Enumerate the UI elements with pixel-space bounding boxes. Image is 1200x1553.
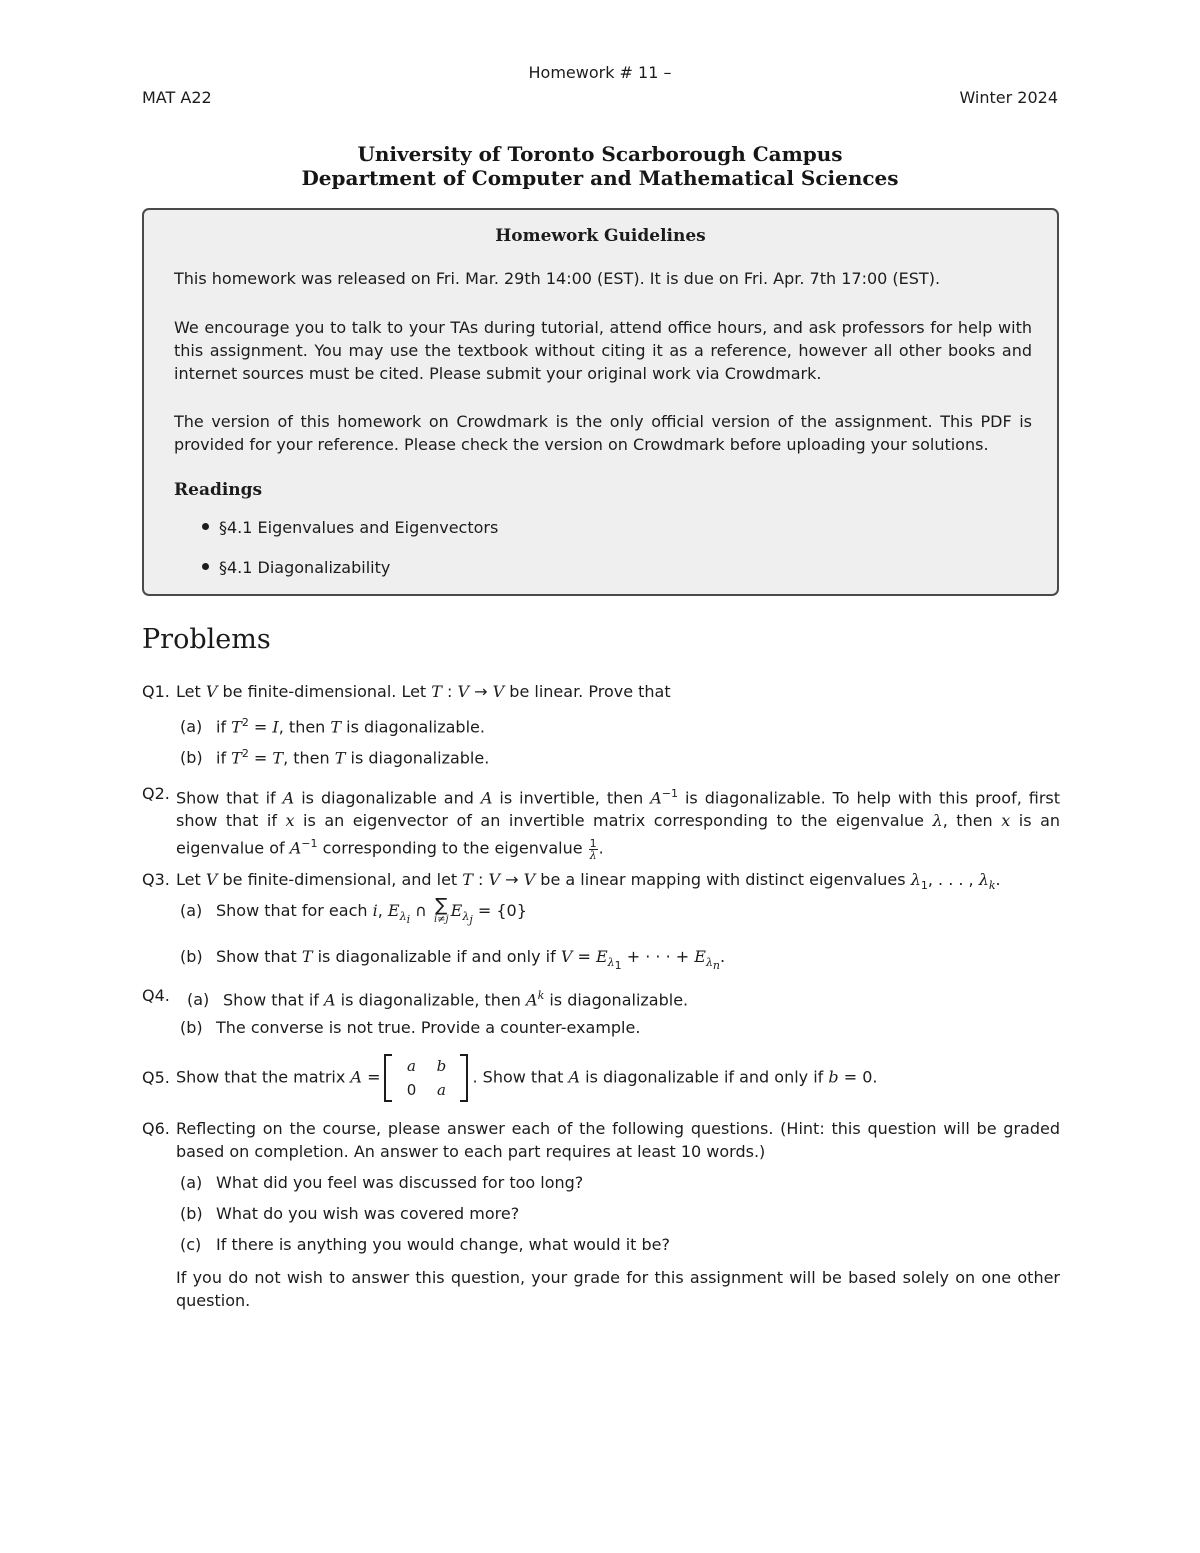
- question-6-note: If you do not wish to answer this question, your grade for this assignment will be based solely on one other question.: [176, 1268, 1060, 1310]
- question-number: Q1.: [142, 682, 170, 701]
- university-name: University of Toronto Scarborough Campus: [357, 142, 843, 166]
- reading-text: §4.1 Eigenvalues and Eigenvectors: [219, 518, 499, 537]
- matrix-a: a b 0 a: [384, 1054, 468, 1102]
- question-1-part-b: (b) if $T^2 = T$, then T is diagonalizable.: [180, 747, 490, 768]
- reading-item: [202, 518, 498, 537]
- question-4: [142, 984, 1060, 1011]
- department-name: Department of Computer and Mathematical Sciences: [301, 166, 899, 190]
- question-text: Let V be finite-dimensional, and let T : V → V be a linear mapping with distinct eigenvalues $\lambda_1$, . . . , $\lambda_k$.: [176, 870, 1001, 893]
- readings-title: Readings: [174, 480, 263, 500]
- guidelines-box: [142, 208, 1059, 596]
- guidelines-title: Homework Guidelines: [495, 226, 706, 246]
- question-4-part-a: (a) Show that if A is diagonalizable, then $A^k$ is diagonalizable.: [187, 989, 689, 1010]
- question-6-part-a: (a) What did you feel was discussed for too long?: [180, 1173, 584, 1192]
- question-6: [142, 1117, 1060, 1163]
- university-heading: [0, 142, 1200, 190]
- problems-heading: Problems: [142, 624, 271, 655]
- question-number: Q6.: [142, 1119, 170, 1138]
- bullet-icon: [202, 563, 209, 570]
- course-code: MAT A22: [142, 88, 212, 107]
- bullet-icon: [202, 523, 209, 530]
- question-text: Reflecting on the course, please answer each of the following questions. (Hint: this question will be graded based on completion. An answer to each part requires at least 10 words.): [176, 1119, 1060, 1161]
- version-paragraph: The version of this homework on Crowdmark is the only official version of the assignment. This PDF is provided for your reference. Please check the version on Crowdmark before uploading your solutions.: [174, 412, 1032, 454]
- question-number: Q4.: [142, 986, 170, 1005]
- question-6-part-b: (b) What do you wish was covered more?: [180, 1204, 520, 1223]
- term: Winter 2024: [959, 88, 1058, 107]
- question-5: [142, 1054, 1060, 1102]
- reading-item: [202, 558, 390, 577]
- reading-text: §4.1 Diagonalizability: [219, 558, 391, 577]
- question-text: Show that if A is diagonalizable and A is invertible, then $A^{-1}$ is diagonalizable. To help with this proof, first show that if x is an eigenvector of an invertible matrix corresponding to the eigenvalue λ, then x is an eigenvalue of $A^{-1}$ corresponding to the eigenvalue $\frac{1}{\lambda}$ .: [176, 787, 1061, 862]
- question-number: Q2.: [142, 784, 170, 803]
- question-number: Q5.: [142, 1068, 170, 1087]
- question-2: [142, 782, 1060, 861]
- question-1-part-a: (a) if $T^2 = I$, then T is diagonalizable.: [180, 716, 485, 737]
- question-text: Let V be finite-dimensional. Let T : V → V be linear. Prove that: [176, 682, 671, 701]
- question-3-part-a: (a) Show that for each i, $E_{\lambda_i}$ ∩ ∑ i≠j $E_{\lambda_j} = \{0\}$: [180, 895, 527, 927]
- question-1: [142, 680, 1060, 703]
- question-text: Show that the matrix A = a b 0 a . Show that A is diagonalizable if and only if b = 0.: [176, 1054, 1060, 1102]
- question-4-part-b: (b) The converse is not true. Provide a counter-example.: [180, 1018, 641, 1037]
- encourage-paragraph: We encourage you to talk to your TAs during tutorial, attend office hours, and ask professors for help with this assignment. You may use the textbook without citing it as a reference, however all other books and internet sources must be cited. Please submit your original work via Crowdmark.: [174, 318, 1032, 383]
- question-3: [142, 868, 1060, 897]
- release-paragraph: This homework was released on Fri. Mar. 29th 14:00 (EST). It is due on Fri. Apr. 7th 17:00 (EST).: [174, 269, 941, 288]
- question-3-part-b: (b) Show that T is diagonalizable if and only if $V = E_{\lambda_1}$ + · · · + $E_{\lambda_n}$.: [180, 947, 726, 973]
- question-6-part-c: (c) If there is anything you would change, what would it be?: [180, 1235, 671, 1254]
- header-title: Homework # 11 –: [528, 63, 672, 82]
- question-number: Q3.: [142, 870, 170, 889]
